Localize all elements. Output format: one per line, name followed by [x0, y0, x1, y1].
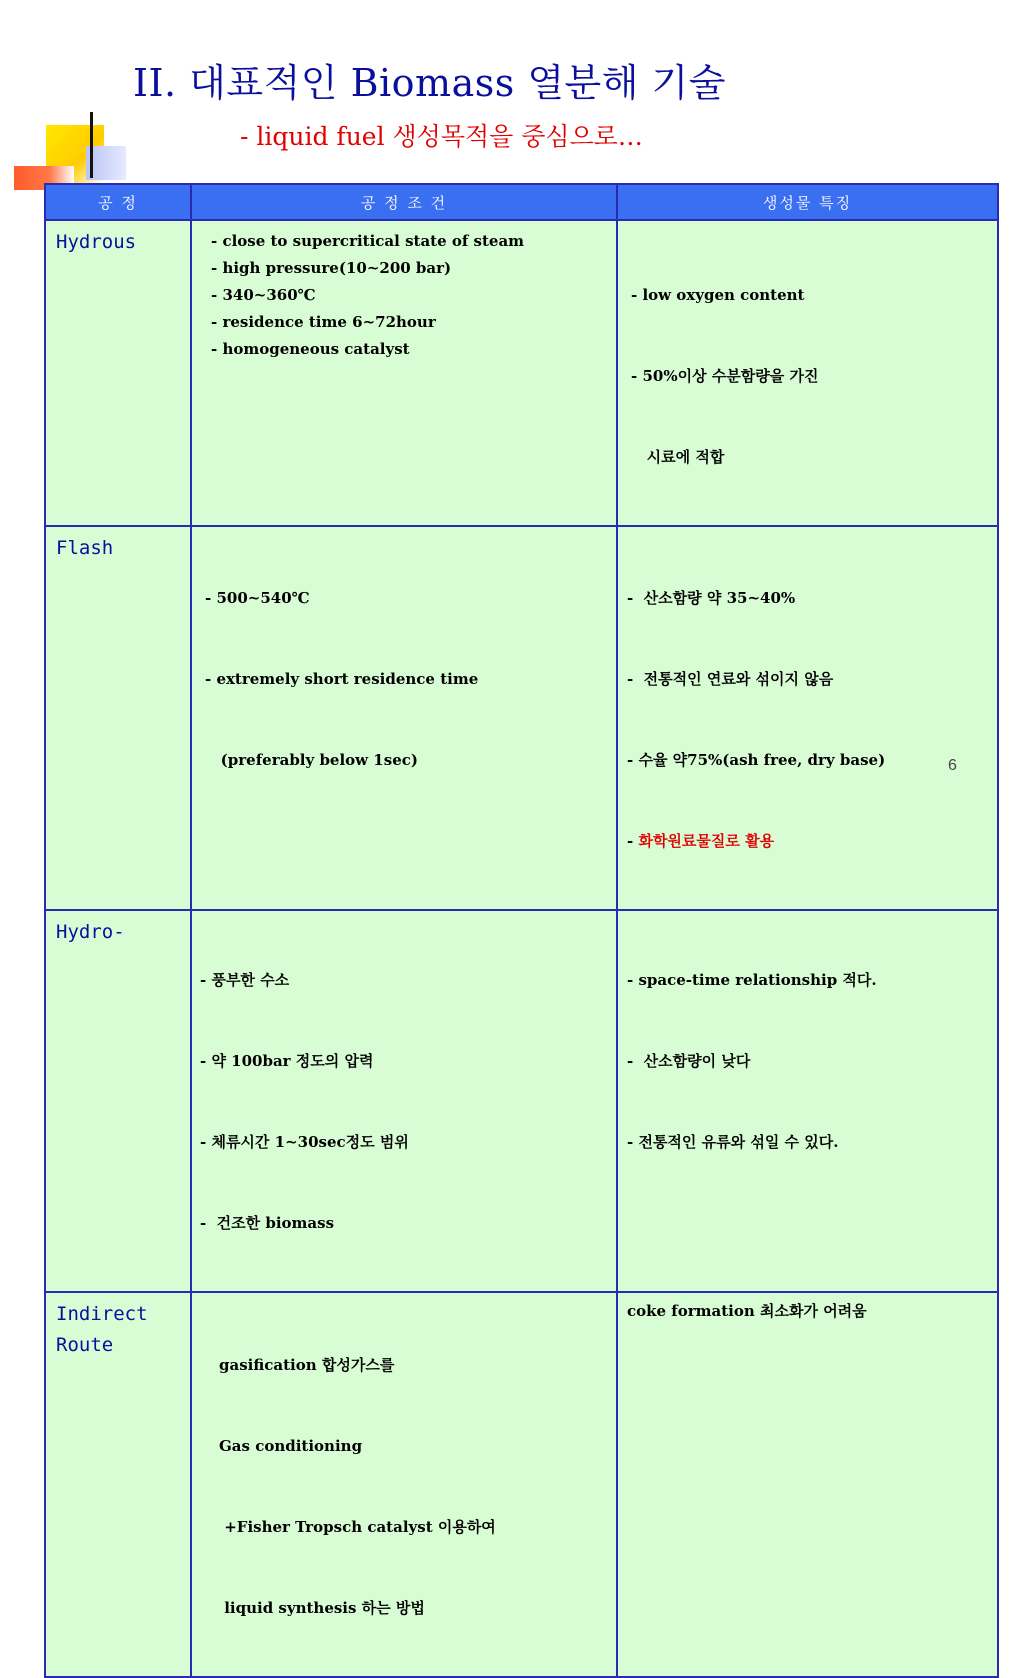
table-row-flash: [45, 526, 998, 910]
feature-line: - 전통적인 연료와 섞이지 않음: [627, 670, 834, 688]
features-cell: [617, 220, 998, 526]
table-row-indirect-route: [45, 1292, 998, 1677]
conditions-list: [192, 1293, 616, 1676]
process-cell: [45, 526, 191, 910]
feature-line-highlight: [627, 828, 997, 855]
feature-line: - low oxygen content: [631, 286, 805, 304]
table-header-row: [45, 184, 998, 220]
feature-line: - 산소함량 약 35~40%: [627, 589, 796, 607]
page-number: 6: [948, 757, 957, 774]
condition-line: Gas conditioning: [219, 1437, 363, 1455]
condition-line: - homogeneous catalyst: [211, 340, 410, 358]
condition-line: - 체류시간 1~30sec정도 범위: [200, 1133, 409, 1151]
condition-line: gasification 합성가스를: [219, 1356, 395, 1374]
condition-line: - high pressure(10~200 bar): [211, 259, 452, 277]
process-name: Hydrous: [56, 231, 137, 253]
conditions-list: [192, 221, 616, 363]
highlight-prefix: -: [627, 832, 639, 850]
conditions-cell: [191, 1292, 617, 1677]
features-cell: [617, 1292, 998, 1677]
table-row-hydrous: [45, 220, 998, 526]
condition-line: - close to supercritical state of steam: [211, 232, 525, 250]
features-list: [618, 1293, 997, 1325]
decorative-vertical-line: [90, 112, 93, 178]
process-name: Indirect Route: [56, 1303, 148, 1356]
slide-subtitle: - liquid fuel 생성목적을 중심으로…: [240, 122, 643, 151]
conditions-list: [192, 527, 616, 828]
header-features: 생성물 특징: [617, 184, 998, 220]
feature-line: - 수율 약75%(ash free, dry base): [627, 751, 886, 769]
table-row-hydro: [45, 910, 998, 1292]
header-conditions: 공 정 조 건: [191, 184, 617, 220]
slide-title: II. 대표적인 Biomass 열분해 기술: [133, 61, 726, 105]
condition-line: (preferably below 1sec): [205, 751, 418, 769]
process-cell: [45, 1292, 191, 1677]
condition-line: - 건조한 biomass: [200, 1214, 335, 1232]
highlight-text: 화학원료물질로 활용: [638, 832, 775, 850]
features-cell: [617, 910, 998, 1292]
condition-line: - 500~540℃: [205, 589, 310, 607]
conditions-cell: [191, 910, 617, 1292]
conditions-cell: [191, 220, 617, 526]
feature-line: 시료에 적합: [631, 448, 725, 466]
feature-line: - 산소함량이 낮다: [627, 1052, 751, 1070]
header-process: 공 정: [45, 184, 191, 220]
feature-line: coke formation 최소화가 어려움: [627, 1302, 867, 1320]
process-name: Flash: [56, 537, 114, 559]
condition-line: +Fisher Tropsch catalyst 이용하여: [219, 1518, 496, 1536]
process-name: Hydro-: [56, 921, 125, 943]
conditions-cell: [191, 526, 617, 910]
process-table: [44, 183, 999, 1678]
feature-line: - space-time relationship 적다.: [627, 971, 877, 989]
condition-line: - 풍부한 수소: [200, 971, 290, 989]
condition-line: liquid synthesis 하는 방법: [219, 1599, 425, 1617]
features-cell: [617, 526, 998, 910]
process-cell: [45, 910, 191, 1292]
features-list: [618, 527, 997, 909]
feature-line: - 전통적인 유류와 섞일 수 있다.: [627, 1133, 839, 1151]
features-list: [618, 911, 997, 1210]
conditions-list: [192, 911, 616, 1291]
features-list: [618, 221, 997, 525]
process-cell: [45, 220, 191, 526]
condition-line: - residence time 6~72hour: [211, 313, 436, 331]
feature-line: - 50%이상 수분함량을 가진: [631, 367, 819, 385]
condition-line: - extremely short residence time: [205, 670, 479, 688]
condition-line: - 340~360℃: [211, 286, 316, 304]
condition-line: - 약 100bar 정도의 압력: [200, 1052, 374, 1070]
